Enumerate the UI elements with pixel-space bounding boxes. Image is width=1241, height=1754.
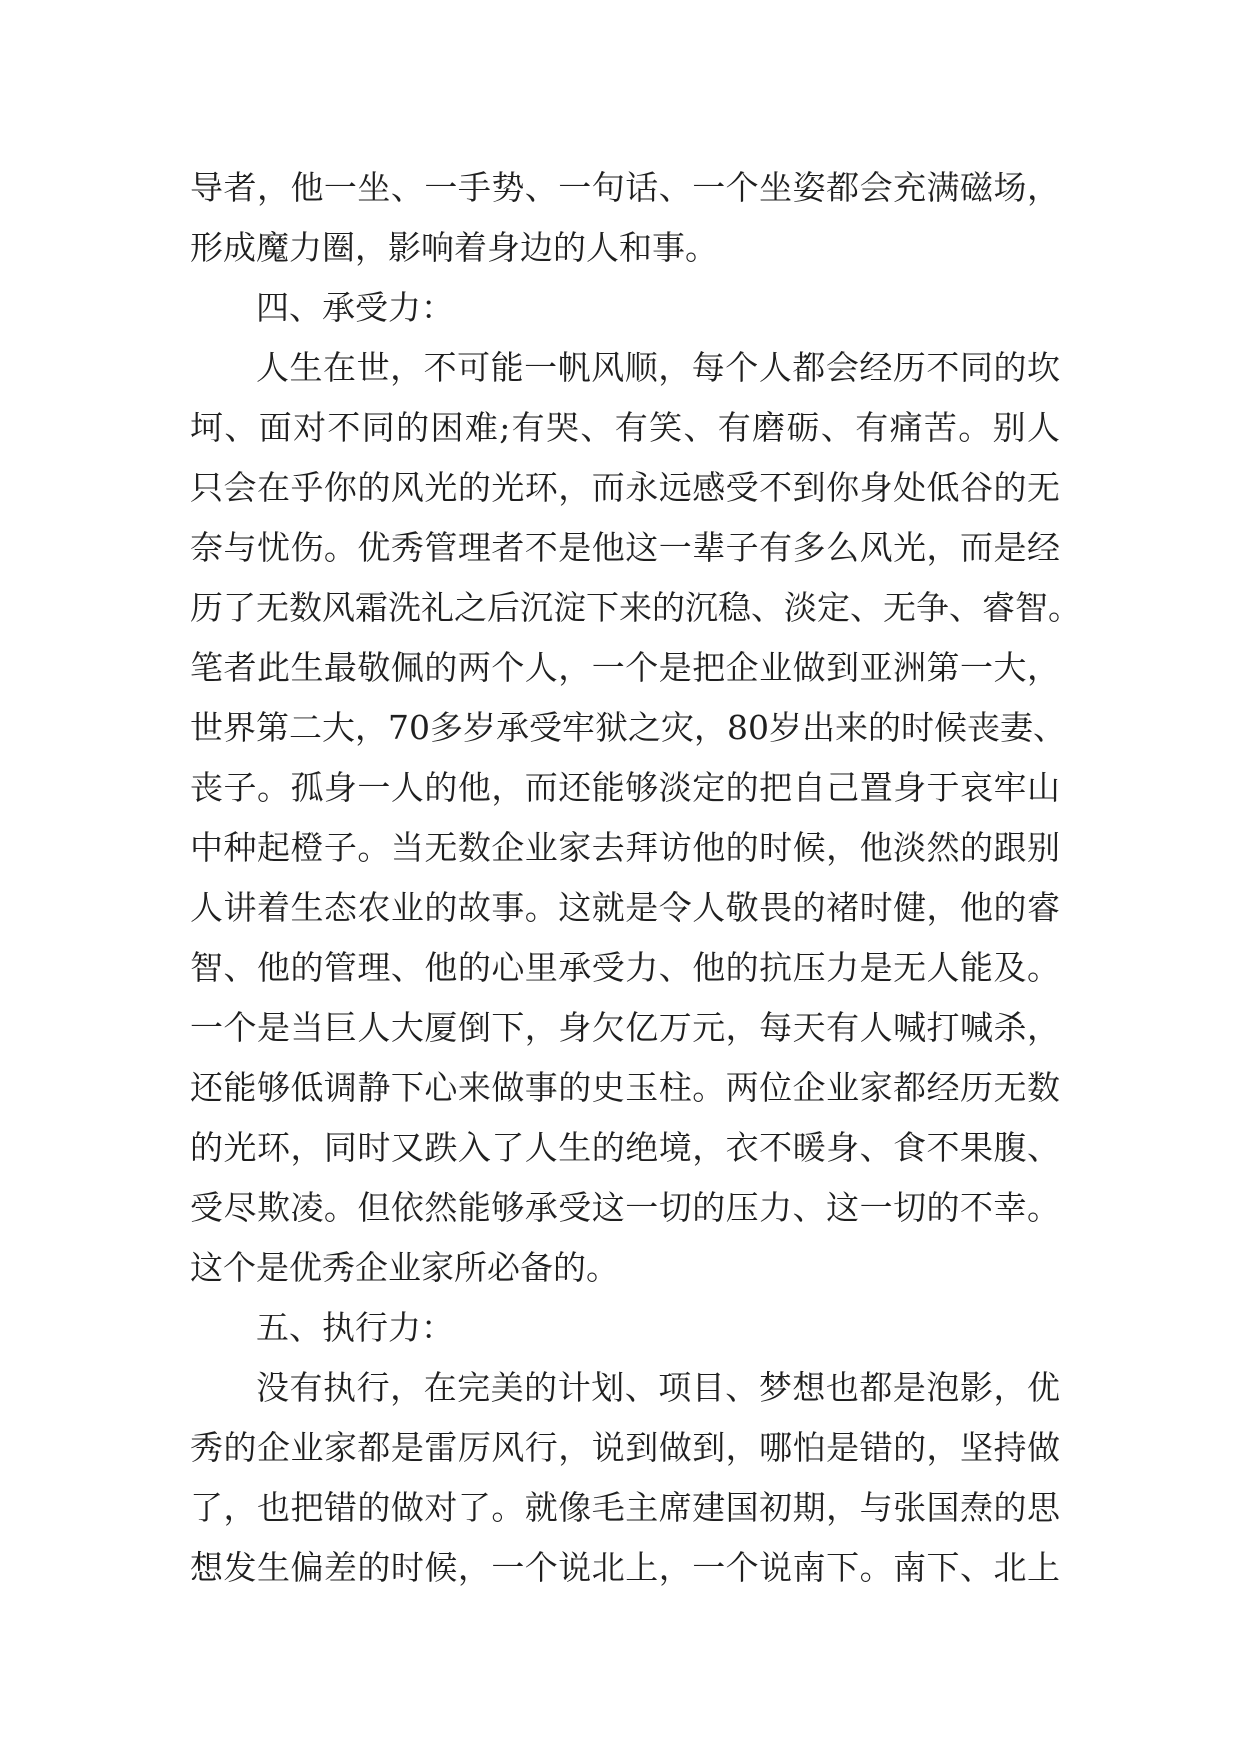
text-line: 的光环，同时又跌入了人生的绝境，衣不暖身、食不果腹、 [190,1128,1060,1167]
text-line: 想发生偏差的时候，一个说北上，一个说南下。南下、北上 [190,1548,1060,1587]
text-line: 历了无数风霜洗礼之后沉淀下来的沉稳、淡定、无争、睿智。 [190,588,1081,627]
text-line: 只会在乎你的风光的光环，而永远感受不到你身处低谷的无 [190,468,1060,507]
text-line: 导者，他一坐、一手势、一句话、一个坐姿都会充满磁场， [190,168,1060,207]
text-line: 还能够低调静下心来做事的史玉柱。两位企业家都经历无数 [190,1068,1060,1107]
document-body [190,158,1081,1598]
section-heading: 四、承受力： [256,288,454,327]
text-line: 智、他的管理、他的心里承受力、他的抗压力是无人能及。 [190,948,1060,987]
text-line: 世界第二大，70多岁承受牢狱之灾，80岁出来的时候丧妻、 [190,708,1066,747]
text-line: 坷、面对不同的困难;有哭、有笑、有磨砺、有痛苦。别人 [190,408,1060,447]
text-line: 丧子。孤身一人的他，而还能够淡定的把自己置身于哀牢山 [190,768,1060,807]
text-line: 中种起橙子。当无数企业家去拜访他的时候，他淡然的跟别 [190,828,1060,867]
text-line: 没有执行，在完美的计划、项目、梦想也都是泡影，优 [256,1368,1060,1407]
section-heading: 五、执行力： [256,1308,454,1347]
text-line: 受尽欺凌。但依然能够承受这一切的压力、这一切的不幸。 [190,1188,1060,1227]
text-line: 笔者此生最敬佩的两个人，一个是把企业做到亚洲第一大， [190,648,1060,687]
text-line: 人讲着生态农业的故事。这就是令人敬畏的褚时健，他的睿 [190,888,1060,927]
text-line: 形成魔力圈，影响着身边的人和事。 [190,228,718,267]
text-line: 一个是当巨人大厦倒下，身欠亿万元，每天有人喊打喊杀， [190,1008,1060,1047]
text-line: 这个是优秀企业家所必备的。 [190,1248,619,1287]
text-line: 了，也把错的做对了。就像毛主席建国初期，与张国焘的思 [190,1488,1060,1527]
text-line: 秀的企业家都是雷厉风行，说到做到，哪怕是错的，坚持做 [190,1428,1060,1467]
text-line: 人生在世，不可能一帆风顺，每个人都会经历不同的坎 [256,348,1060,387]
text-line: 奈与忧伤。优秀管理者不是他这一辈子有多么风光，而是经 [190,528,1060,567]
